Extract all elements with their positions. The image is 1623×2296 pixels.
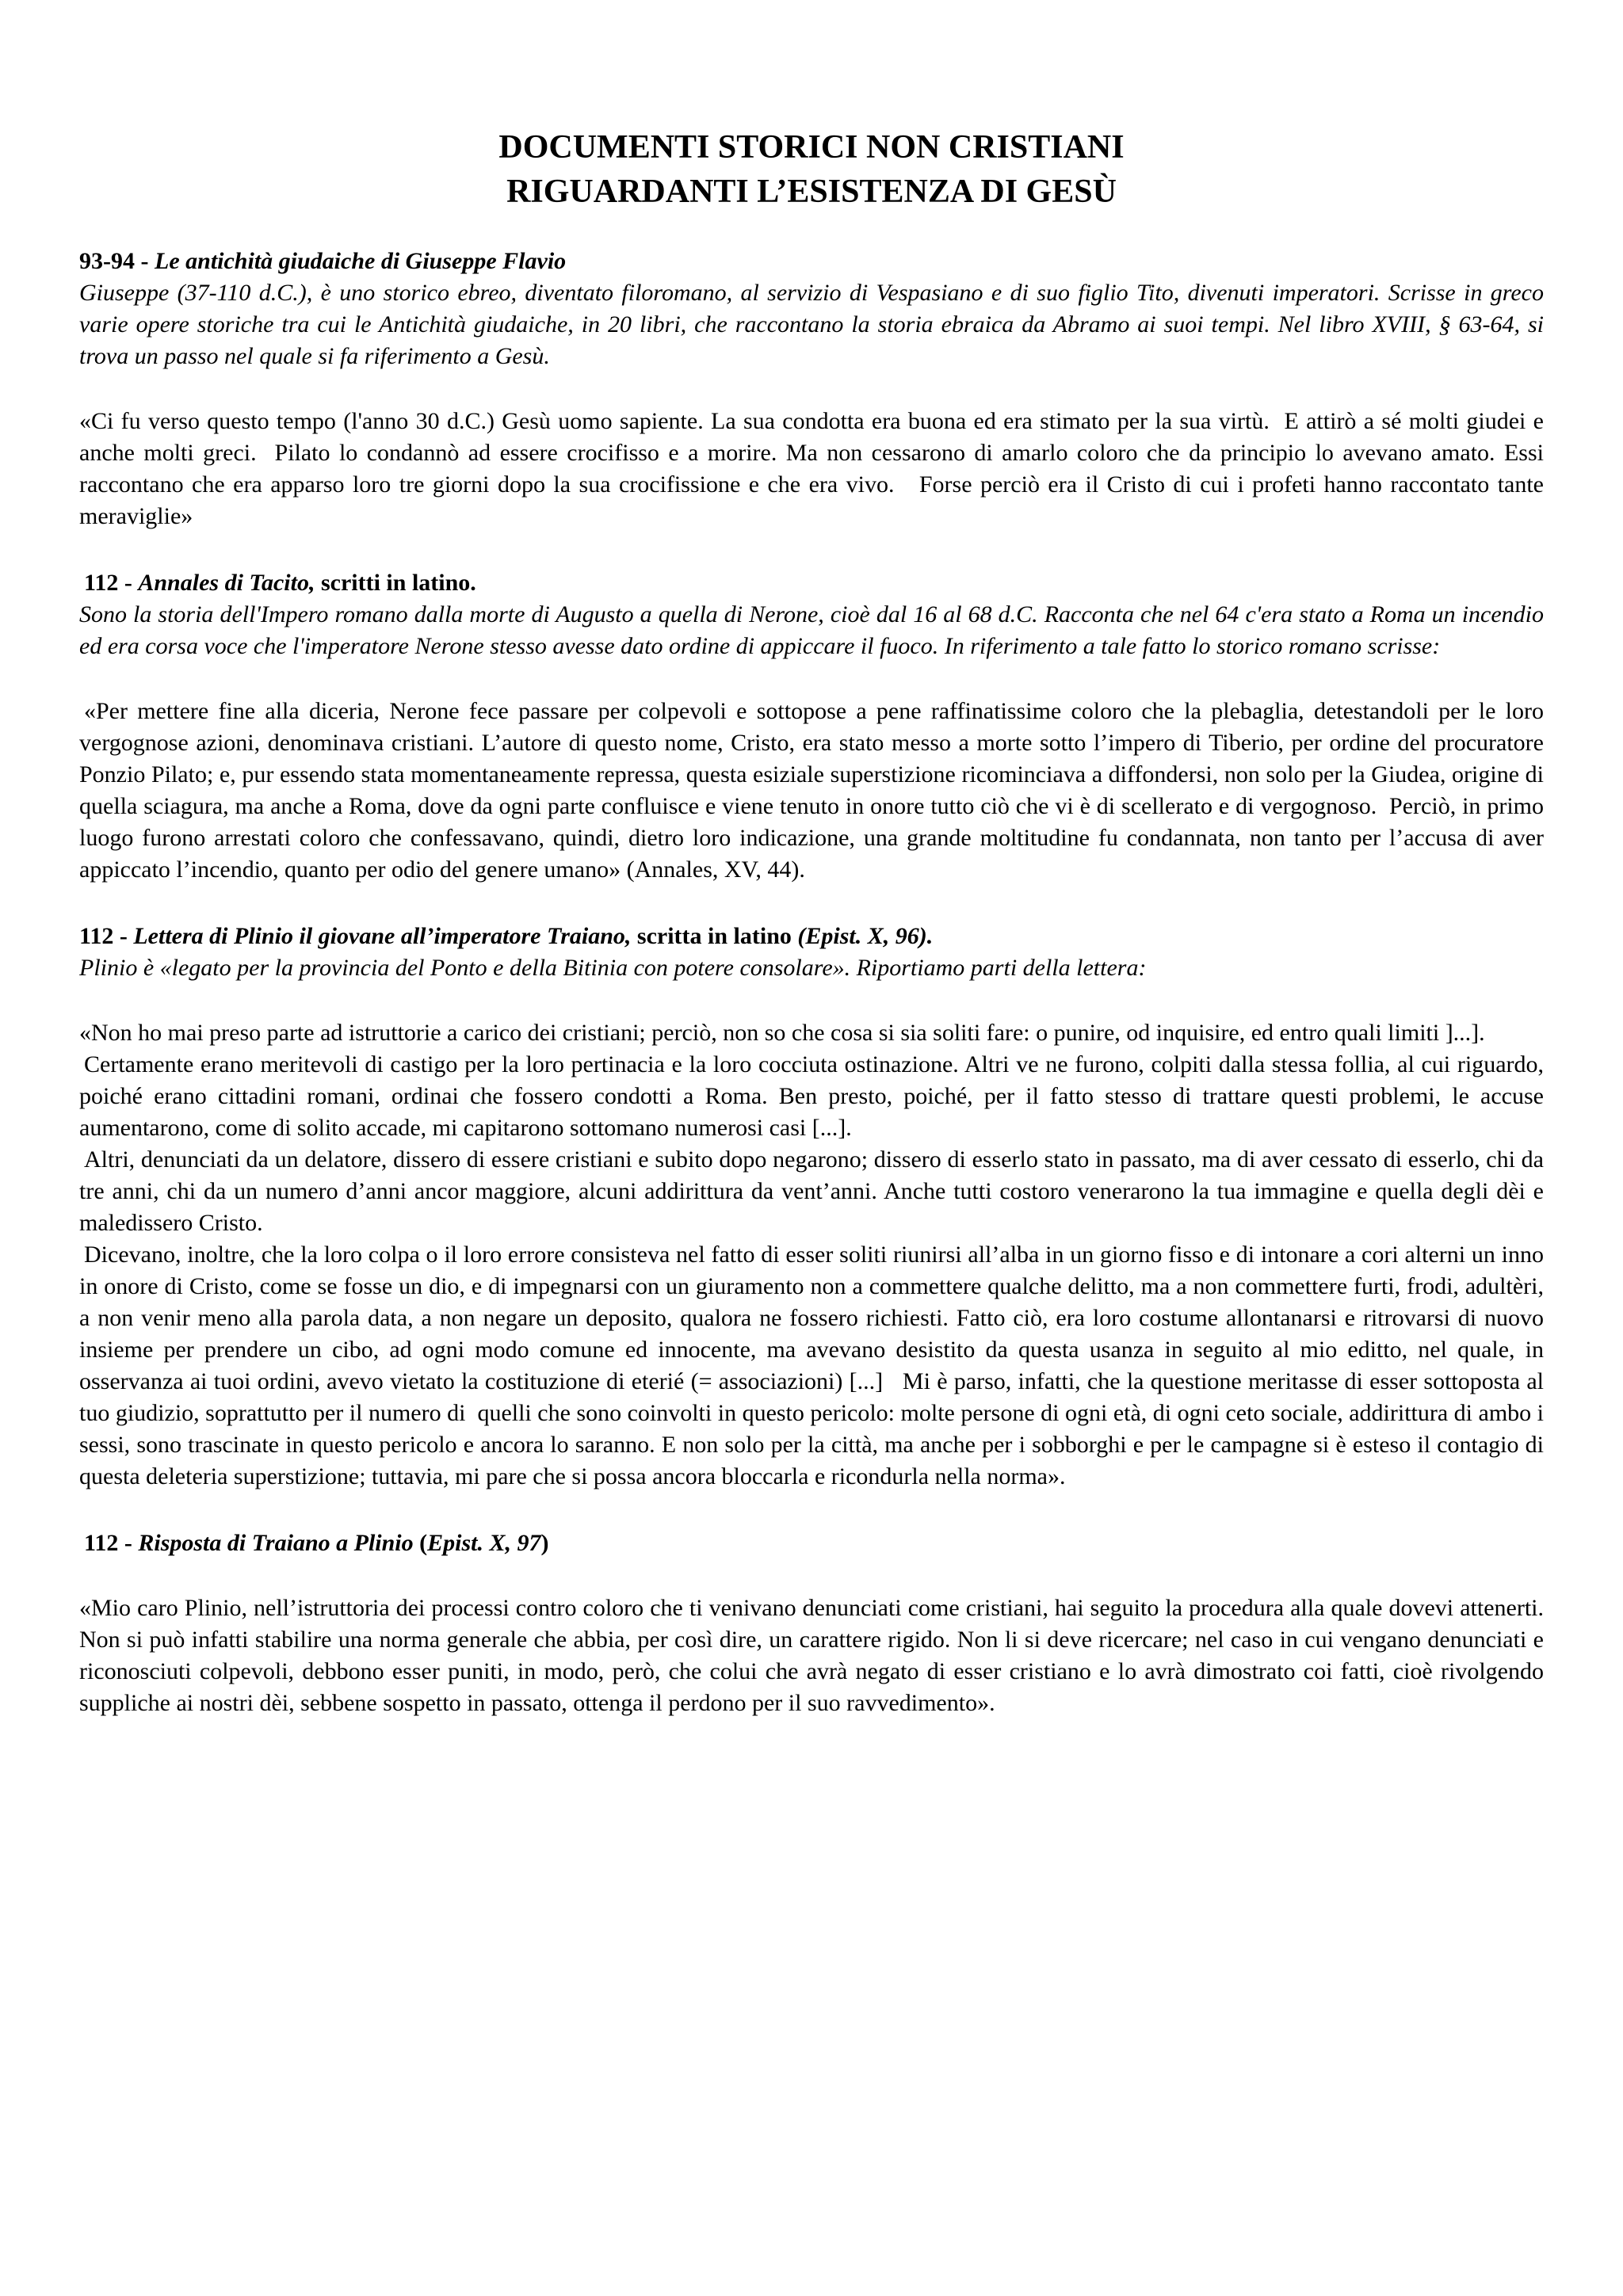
title-line-2: RIGUARDANTI L’ESISTENZA DI GESÙ (506, 174, 1117, 210)
quote-paragraph: Dicevano, inoltre, che la loro colpa o il loro errore consisteva nel fatto di esser soliti riunirsi all’alba in un giorno fisso e di intonare a cori alterni un inno in onore di Cristo, come se fosse un dio, e di impegnarsi con un giuramento non a commettere qualche delitto, ma a non commettere furti, frodi, adultèri, a non venir meno alla parola data, a non negare un deposito, qualora ne fossero richiesti. Fatto ciò, era loro costume allontanarsi e ritrovarsi di nuovo insieme per prendere un cibo, ad ogni modo comune ed innocente, ma avevano desistito da questa usanza in seguito al mio editto, nel quale, in osservanza ai tuoi ordini, avevo vietato la costituzione di eterié (= associazioni) [...] Mi è parso, infatti, che la questione meritasse di esser sottoposta al tuo giudizio, soprattutto per il numero di quelli che sono coinvolti in questo pericolo: molte persone di ogni età, di ogni ceto sociale, addirittura di ambo i sessi, sono trascinate in questo pericolo e ancora lo saranno. E non solo per la città, ma anche per i sobborghi e per le campagne si è esteso il contagio di questa deleteria superstizione; tuttavia, mi pare che si possa ancora bloccarla e ricondurla nella norma». (79, 1241, 1550, 1489)
section-lettera-plinio (79, 921, 1550, 1493)
document-title (79, 125, 1544, 214)
section-quote (79, 1592, 1544, 1719)
section-quote (79, 1017, 1550, 1493)
section-title-suffix: ( (413, 1530, 428, 1556)
section-date: 93-94 (79, 248, 135, 274)
quote-paragraph: «Mio caro Plinio, nell’istruttoria dei processi contro coloro che ti venivano denunciati come cristiani, hai seguito la procedura alla quale dovevi attenerti. Non si può infatti stabilire una norma generale che abbia, per così dire, un carattere rigido. Non li si deve ricercare; nel caso in cui vengano denunciati e riconosciuti colpevoli, debbono esser puniti, in modo, però, che colui che avrà negato di esser cristiano e lo avrà dimostrato coi fatti, cioè rivolgendo suppliche ai nostri dèi, sebbene sospetto in passato, ottenga il perdono per il suo ravvedimento». (79, 1595, 1544, 1716)
section-annales-tacito (79, 567, 1550, 886)
intro-text: Sono la storia dell'Impero romano dalla morte di Augusto a quella di Nerone, cioè dal 16 al 68 d.C. Racconta che nel 64 c'era stato a Roma un incendio ed era corsa voce che l'imperatore Nerone stesso avesse dato ordine di appiccare il fuoco. In riferimento a tale fatto lo storico romano scrisse: (79, 601, 1544, 659)
section-title-close: ) (540, 1530, 549, 1556)
section-title-suffix: scritti in latino. (315, 570, 476, 596)
section-giuseppe-flavio (79, 246, 1550, 532)
quote-paragraph: Altri, denunciati da un delatore, dissero di essere cristiani e subito dopo negarono; dissero di esserlo stato in passato, ma di aver cessato di esserlo, chi da tre anni, chi da un numero d’anni ancor maggiore, alcuni addirittura da vent’anni. Anche tutti costoro venerarono la tua immagine e quella degli dèi e maledissero Cristo. (79, 1146, 1544, 1236)
intro-text: Plinio è «legato per la provincia del Ponto e della Bitinia con potere consolare». Riportiamo parti della lettera: (79, 955, 1147, 981)
title-line-1: DOCUMENTI STORICI NON CRISTIANI (498, 129, 1125, 166)
quote-paragraph: «Non ho mai preso parte ad istruttorie a carico dei cristiani; perciò, non so che cosa si sia soliti fare: o punire, od inquisire, ed entro quali limiti ]...]. (79, 1020, 1485, 1046)
section-heading (79, 921, 1544, 952)
intro-text: Giuseppe (37-110 d.C.), è uno storico ebreo, diventato filoromano, al servizio di Vespasiano e di suo figlio Tito, divenuti imperatori. Scrisse in greco varie opere storiche tra cui le Antichità giudaiche, in 20 libri, che raccontano la storia ebraica da Abramo ai suoi tempi. Nel libro XVIII, § 63-64, si trova un passo nel quale si fa riferimento a Gesù. (79, 280, 1544, 369)
quote-paragraph: «Per mettere fine alla diceria, Nerone fece passare per colpevoli e sottopose a pene raffinatissime coloro che la plebaglia, detestandoli per le loro vergognose azioni, denominava cristiani. L’autore di questo nome, Cristo, era stato messo a morte sotto l’impero di Tiberio, per ordine del procuratore Ponzio Pilato; e, pur essendo stata momentaneamente repressa, questa esiziale superstizione ricominciava a diffondersi, non solo per la Giudea, origine di quella sciagura, ma anche a Roma, dove da ogni parte confluisce e viene tenuto in onore tutto ciò che vi è di scellerato e di vergognoso. Perciò, in primo luogo furono arrestati coloro che confessavano, quindi, dietro loro indicazione, una grande moltitudine fu condannata, non tanto per l’accusa di aver appiccato l’incendio, quanto per odio del genere umano» (Annales, XV, 44). (79, 698, 1550, 883)
section-title-suffix: scritta in latino (631, 923, 798, 949)
section-title: Risposta di Traiano a Plinio (138, 1530, 414, 1556)
heading-separator: - (135, 248, 155, 274)
heading-separator: - (118, 570, 139, 596)
quote-paragraph: «Ci fu verso questo tempo (l'anno 30 d.C.) Gesù uomo sapiente. La sua condotta era buona ed era stimato per la sua virtù. E attirò a sé molti giudei e anche molti greci. Pilato lo condannò ad essere crocifisso e a morire. Ma non cessarono di amarlo coloro che da principio lo avevano amato. Essi raccontano che era apparso loro tre giorni dopo la sua crocifissione e che era vivo. Forse perciò era il Cristo di cui i profeti hanno raccontato tante meraviglie» (79, 408, 1550, 529)
section-quote (79, 696, 1550, 886)
section-risposta-traiano (79, 1527, 1544, 1719)
section-date: 112 (79, 923, 114, 949)
heading-separator: - (113, 923, 134, 949)
section-intro (79, 599, 1544, 662)
section-title: Lettera di Plinio il giovane all’imperatore Traiano, (133, 923, 632, 949)
section-heading (79, 1527, 1544, 1559)
section-intro (79, 277, 1544, 372)
section-heading (79, 246, 1544, 277)
section-date: 112 (84, 1530, 119, 1556)
section-title-citation: (Epist. X, 96). (797, 923, 934, 949)
section-date: 112 (84, 570, 119, 596)
section-title: Annales di Tacito, (138, 570, 315, 596)
quote-paragraph: Certamente erano meritevoli di castigo per la loro pertinacia e la loro cocciuta ostinazione. Altri ve ne furono, colpiti dalla stessa follia, al cui riguardo, poiché erano cittadini romani, ordinai che fossero condotti a Roma. Ben presto, poiché, per il fatto stesso di trattare questi problemi, le accuse aumentarono, come di solito accade, mi capitarono sottomano numerosi casi [...]. (79, 1051, 1544, 1141)
section-intro (79, 952, 1544, 984)
section-title: Le antichità giudaiche di Giuseppe Flavio (155, 248, 567, 274)
section-quote (79, 406, 1550, 532)
section-title-citation: Epist. X, 97 (427, 1530, 541, 1556)
section-heading (79, 567, 1544, 599)
heading-separator: - (118, 1530, 139, 1556)
